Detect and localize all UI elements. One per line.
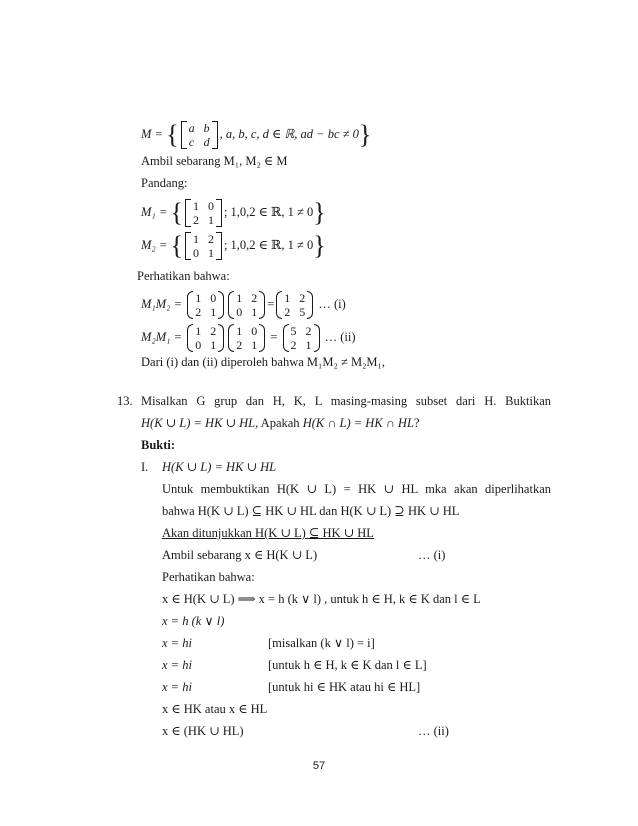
step-4-left: x = hi (162, 658, 192, 672)
step-5-right: [untuk hi ∈ HK atau hi ∈ HL] (268, 680, 421, 694)
ambil-m1-m2: Ambil sebarang M₁, M₂ ∈ M (141, 154, 288, 168)
step-3-left: x = hi (162, 636, 192, 650)
set-matrix: a b c d (181, 121, 218, 149)
ambil-x: Ambil sebarang x ∈ H(K ∪ L) (162, 548, 318, 562)
q13-number: 13. (117, 394, 133, 408)
product-m2m1: M₂M₁ = 1 2 0 1 1 0 2 1 = 5 2 2 1 … (ii) (141, 324, 356, 352)
part-i-statement: H(K ∪ L) = HK ∪ HL (162, 460, 277, 474)
perhatikan-label-1: Perhatikan bahwa: (137, 269, 230, 283)
m1-definition: M₁ = { 1 0 2 1 ; 1,0,2 ∈ ℝ, 1 ≠ 0} (141, 198, 326, 227)
ambil-x-tag: … (i) (418, 548, 446, 562)
m1-matrix: 1 0 2 1 (185, 199, 222, 227)
step-7: x ∈ (HK ∪ HL) (162, 724, 244, 738)
m2-definition: M₂ = { 1 2 0 1 ; 1,0,2 ∈ ℝ, 1 ≠ 0} (141, 231, 326, 260)
step-3-right: [misalkan (k ∨ l) = i] (268, 636, 375, 650)
step-7-tag: … (ii) (418, 724, 449, 738)
step-4-right: [untuk h ∈ H, k ∈ K dan l ∈ L] (268, 658, 427, 672)
q13-line2: H(K ∪ L) = HK ∪ HL, Apakah H(K ∩ L) = HK ∩ HL? (141, 416, 420, 430)
bukti-label: Bukti: (141, 438, 176, 452)
step-1: x ∈ H(K ∪ L) ⟹ x = h (k ∨ l) , untuk h ∈ H, k ∈ K dan l ∈ L (162, 592, 481, 606)
step-2: x = h (k ∨ l) (162, 614, 225, 628)
akan-ditunjukkan: Akan ditunjukkan H(K ∪ L) ⊆ HK ∪ HL (162, 526, 374, 540)
perhatikan-label-2: Perhatikan bahwa: (162, 570, 255, 584)
q13-line1: Misalkan G grup dan H, K, L masing-masing subset dari H. Buktikan (141, 394, 551, 408)
page-number: 57 (312, 760, 326, 772)
part-i-number: I. (141, 460, 149, 474)
set-definition: M = { a b c d , a, b, c, d ∈ ℝ, ad − bc ≠ 0} (141, 120, 372, 149)
step-6: x ∈ HK atau x ∈ HL (162, 702, 268, 716)
kesimpulan: Dari (i) dan (ii) diperoleh bahwa M₁M₂ ≠ M₂M₁, (141, 355, 386, 369)
set-condition: , a, b, c, d ∈ ℝ, ad − bc ≠ 0 (219, 126, 359, 141)
set-lhs: M = (141, 126, 167, 141)
pandang-label: Pandang: (141, 176, 188, 190)
m2-matrix: 1 2 0 1 (185, 232, 222, 260)
step-5-left: x = hi (162, 680, 192, 694)
product-m1m2: M₁M₂ = 1 0 2 1 1 2 0 1 = 1 2 2 5 … (i) (141, 291, 346, 319)
untuk-line-1: Untuk membuktikan H(K ∪ L) = HK ∪ HL mka akan diperlihatkan (162, 482, 551, 496)
untuk-line-2: bahwa H(K ∪ L) ⊆ HK ∪ HL dan H(K ∪ L) ⊇ HK ∪ HL (162, 504, 460, 518)
